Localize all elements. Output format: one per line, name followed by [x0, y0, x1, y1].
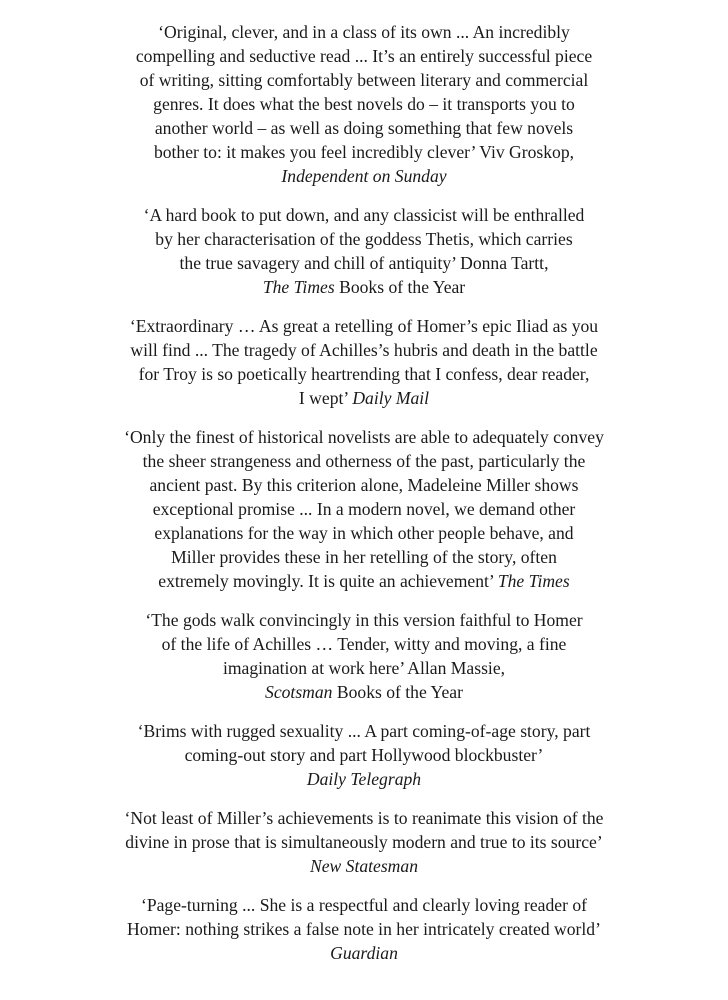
quote-line — [44, 44, 684, 68]
quote-line — [44, 425, 684, 449]
review-quote — [44, 806, 684, 878]
quote-line — [44, 719, 684, 743]
quote-text: ‘A hard book to put down, and any classicist will be enthralled — [143, 205, 585, 225]
quote-line — [44, 164, 684, 188]
quote-source: Scotsman — [265, 682, 333, 702]
quote-line — [44, 251, 684, 275]
quote-line — [44, 386, 684, 410]
quote-text: another world – as well as doing something that few novels — [154, 118, 574, 138]
quote-text: ancient past. By this criterion alone, Madeleine Miller shows — [149, 475, 579, 495]
quote-line — [44, 140, 684, 164]
quote-text: compelling and seductive read ... It’s an entirely successful piece — [135, 46, 593, 66]
quote-line — [44, 893, 684, 917]
quote-source: New Statesman — [309, 856, 418, 876]
review-quote — [44, 425, 684, 593]
quote-source: Daily Mail — [352, 388, 430, 408]
quote-source: The Times — [497, 571, 570, 591]
quote-source: Daily Telegraph — [306, 769, 422, 789]
quote-line — [44, 656, 684, 680]
quote-text: Books of the Year — [334, 277, 466, 297]
quote-text: of writing, sitting comfortably between literary and commercial — [139, 70, 589, 90]
review-quote — [44, 608, 684, 704]
quote-line — [44, 227, 684, 251]
quote-line — [44, 449, 684, 473]
quote-line — [44, 806, 684, 830]
quote-line — [44, 569, 684, 593]
quote-line — [44, 68, 684, 92]
quote-text: Homer: nothing strikes a false note in her intricately created world’ — [127, 919, 601, 939]
quote-text: ‘Page-turning ... She is a respectful and clearly loving reader of — [140, 895, 588, 915]
quote-text: the sheer strangeness and otherness of the past, particularly the — [142, 451, 586, 471]
review-quote — [44, 893, 684, 965]
review-quotes-page — [0, 20, 728, 980]
quote-line — [44, 203, 684, 227]
quote-line — [44, 497, 684, 521]
quote-text: explanations for the way in which other people behave, and — [154, 523, 574, 543]
quote-line — [44, 917, 684, 941]
review-quote — [44, 20, 684, 188]
quote-text: for Troy is so poetically heartrending that I confess, dear reader, — [138, 364, 590, 384]
quote-line — [44, 632, 684, 656]
quote-line — [44, 608, 684, 632]
quote-text: extremely movingly. It is quite an achievement’ — [158, 571, 498, 591]
quote-line — [44, 830, 684, 854]
quote-line — [44, 854, 684, 878]
quote-source: Independent on Sunday — [281, 166, 447, 186]
quote-text: genres. It does what the best novels do – it transports you to — [153, 94, 575, 114]
quote-text: exceptional promise ... In a modern novel, we demand other — [152, 499, 576, 519]
quote-text: bother to: it makes you feel incredibly clever’ Viv Groskop, — [153, 142, 575, 162]
quote-source: The Times — [262, 277, 335, 297]
quote-text: by her characterisation of the goddess Thetis, which carries — [155, 229, 573, 249]
review-quote — [44, 203, 684, 299]
quote-line — [44, 680, 684, 704]
quote-text: ‘Original, clever, and in a class of its own ... An incredibly — [158, 22, 570, 42]
quote-text: of the life of Achilles … Tender, witty and moving, a fine — [161, 634, 567, 654]
quote-line — [44, 362, 684, 386]
quote-text: ‘Not least of Miller’s achievements is to reanimate this vision of the — [124, 808, 604, 828]
quote-line — [44, 275, 684, 299]
quote-text: ‘Extraordinary … As great a retelling of Homer’s epic Iliad as you — [129, 316, 599, 336]
quote-line — [44, 338, 684, 362]
quote-text: Books of the Year — [332, 682, 463, 702]
quote-text: coming-out story and part Hollywood blockbuster’ — [184, 745, 544, 765]
quote-text: the true savagery and chill of antiquity’ Donna Tartt, — [179, 253, 549, 273]
quote-text: Miller provides these in her retelling of the story, often — [171, 547, 557, 567]
quote-text: imagination at work here’ Allan Massie, — [222, 658, 506, 678]
quote-text: ‘Only the finest of historical novelists are able to adequately convey — [124, 427, 604, 447]
review-quote — [44, 719, 684, 791]
quote-line — [44, 473, 684, 497]
quote-line — [44, 92, 684, 116]
quote-line — [44, 20, 684, 44]
quote-text: I wept’ — [298, 388, 353, 408]
quote-line — [44, 314, 684, 338]
quote-text: will find ... The tragedy of Achilles’s hubris and death in the battle — [130, 340, 598, 360]
review-quote — [44, 314, 684, 410]
quote-source: Guardian — [330, 943, 398, 963]
quote-text: ‘The gods walk convincingly in this version faithful to Homer — [145, 610, 583, 630]
quote-line — [44, 521, 684, 545]
quote-line — [44, 767, 684, 791]
quote-line — [44, 545, 684, 569]
quote-line — [44, 743, 684, 767]
quote-text: divine in prose that is simultaneously modern and true to its source’ — [125, 832, 603, 852]
quote-text: ‘Brims with rugged sexuality ... A part coming-of-age story, part — [137, 721, 591, 741]
quote-line — [44, 116, 684, 140]
quote-line — [44, 941, 684, 965]
